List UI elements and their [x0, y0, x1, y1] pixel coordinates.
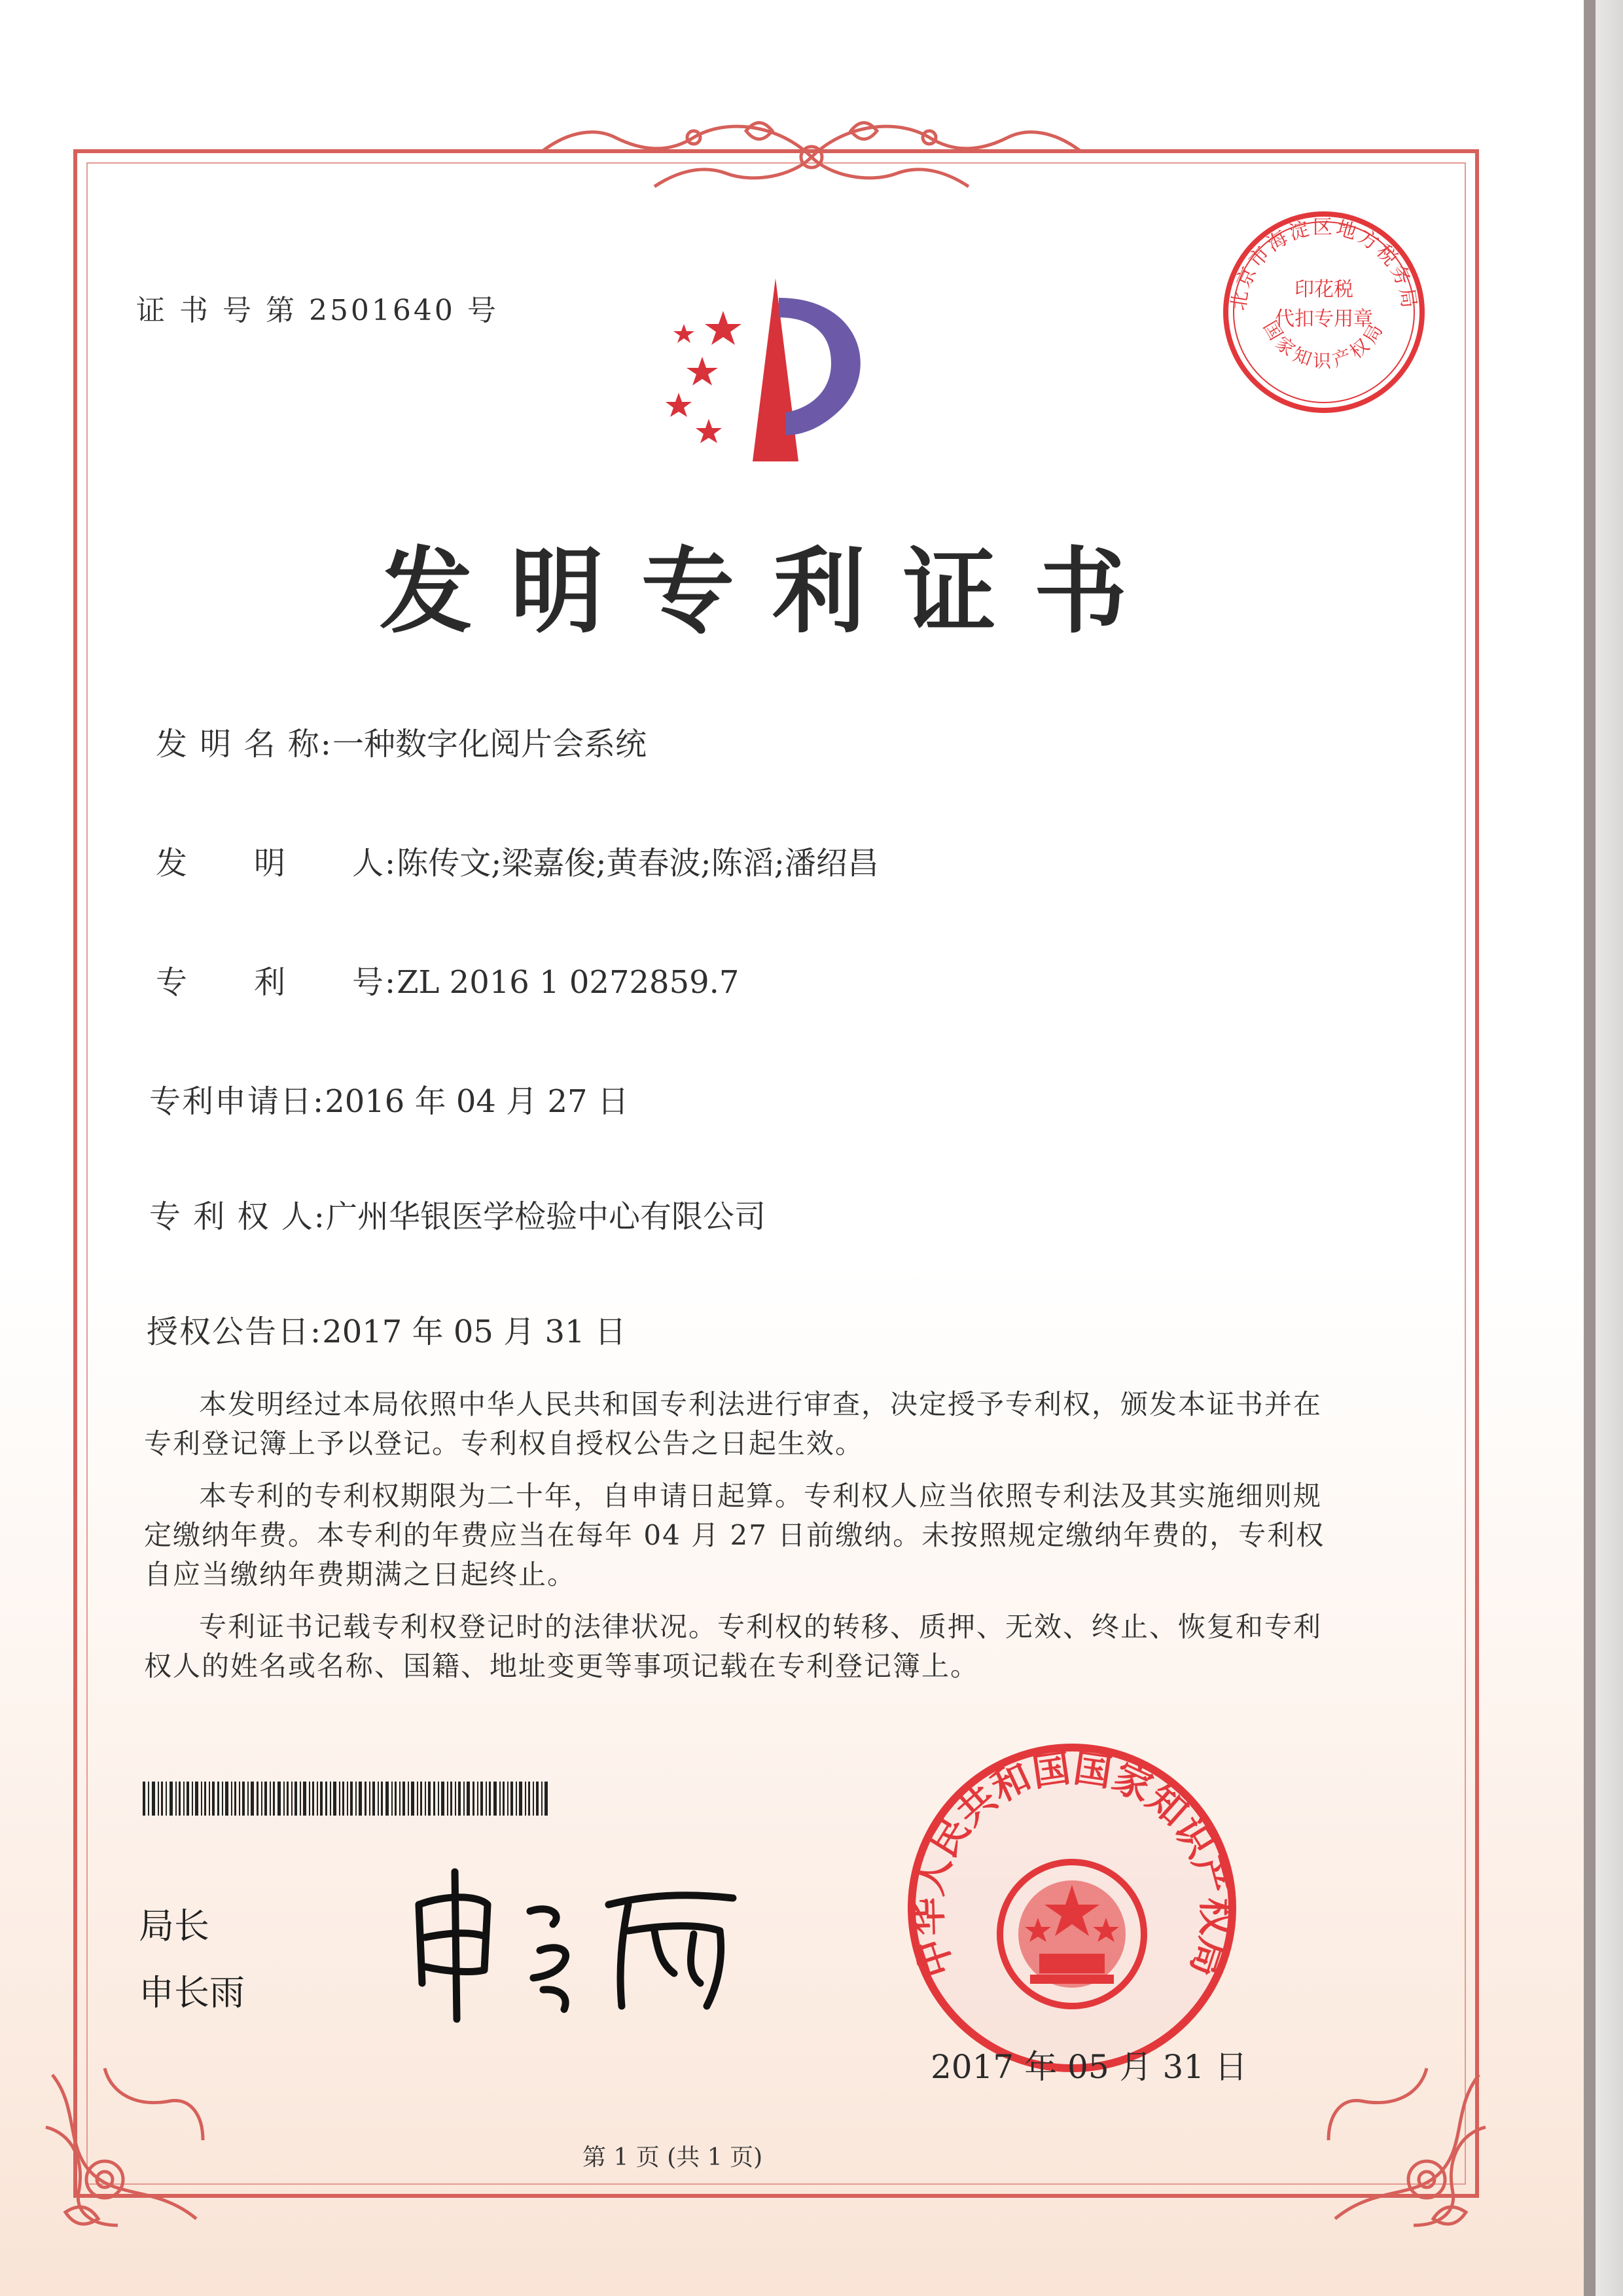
field-inventors: [156, 838, 879, 883]
corner-ornament-icon: [1309, 2049, 1505, 2245]
field-value: 2016 年 04 月 27 日: [325, 1083, 629, 1120]
seal-ring-icon: [902, 1738, 1242, 2078]
field-patentee: [149, 1191, 766, 1236]
signer-role: 局长: [139, 1905, 209, 1946]
field-label: 专利申请日:: [149, 1083, 325, 1120]
field-label: 专 利 权 人:: [149, 1198, 326, 1235]
seal-line2: 代扣专用章: [1275, 308, 1373, 331]
tax-stamp-seal: [1216, 204, 1432, 420]
patent-office-emblem-icon: [645, 272, 893, 468]
body-paragraph: 本专利的专利权期限为二十年，自申请日起算。专利权人应当依照专利法及其实施细则规定缴纳年费。本专利的年费应当在每年 04 月 27 日前缴纳。未按照规定缴纳年费的，专利权自应当缴纳年费期满之日起终止。: [144, 1480, 1325, 1590]
seal-outer-text: 北京市海淀区地方税务局: [1227, 216, 1421, 312]
body-paragraph: 本发明经过本局依照中华人民共和国专利法进行审查，决定授予专利权，颁发本证书并在专利登记簿上予以登记。专利权自授权公告之日起生效。: [144, 1388, 1323, 1460]
field-value: 2017 年 05 月 31 日: [322, 1314, 626, 1350]
national-emblem-icon: [1000, 1862, 1144, 2006]
seal-line1: 印花税: [1294, 278, 1353, 301]
page-title: 发明专利证书: [380, 538, 1165, 646]
official-seal: [902, 1738, 1242, 2078]
corner-ornament-icon: [26, 2049, 223, 2245]
field-label: 发 明 人:: [156, 845, 397, 882]
certificate-number: 证 书 号 第 2501640 号: [136, 294, 499, 327]
field-patent-number: [156, 957, 739, 1002]
floral-ornament-icon: [530, 111, 1093, 203]
field-label: 发 明 名 称:: [156, 726, 332, 762]
seal-bottom-text: 国家知识产权局: [1258, 317, 1389, 372]
handwritten-signature: [393, 1859, 759, 2029]
field-label: 专 利 号:: [156, 964, 397, 1001]
body-paragraph: 专利证书记载专利权登记时的法律状况。专利权的转移、质押、无效、终止、恢复和专利权人的姓名或名称、国籍、地址变更等事项记载在专利登记簿上。: [144, 1611, 1323, 1682]
field-application-date: [149, 1076, 629, 1121]
field-value: 一种数字化阅片会系统: [332, 726, 647, 762]
field-grant-date: [147, 1306, 626, 1352]
binding-edge: [1584, 0, 1596, 2296]
seal-text: 中华人民共和国国家知识产权局: [905, 1746, 1239, 1983]
field-value: 陈传文;梁嘉俊;黄春波;陈滔;潘绍昌: [397, 845, 879, 882]
field-value: 广州华银医学检验中心有限公司: [325, 1198, 766, 1235]
field-value: ZL 2016 1 0272859.7: [397, 964, 740, 1001]
field-invention-name: [156, 719, 647, 764]
page-number: 第 1 页 (共 1 页): [582, 2144, 763, 2171]
seal-ring-icon: [1216, 204, 1432, 420]
field-label: 授权公告日:: [147, 1314, 323, 1350]
barcode: [143, 1782, 548, 1816]
signer-name: 申长雨: [139, 1972, 245, 2013]
issue-date: 2017 年 05 月 31 日: [931, 2048, 1247, 2086]
